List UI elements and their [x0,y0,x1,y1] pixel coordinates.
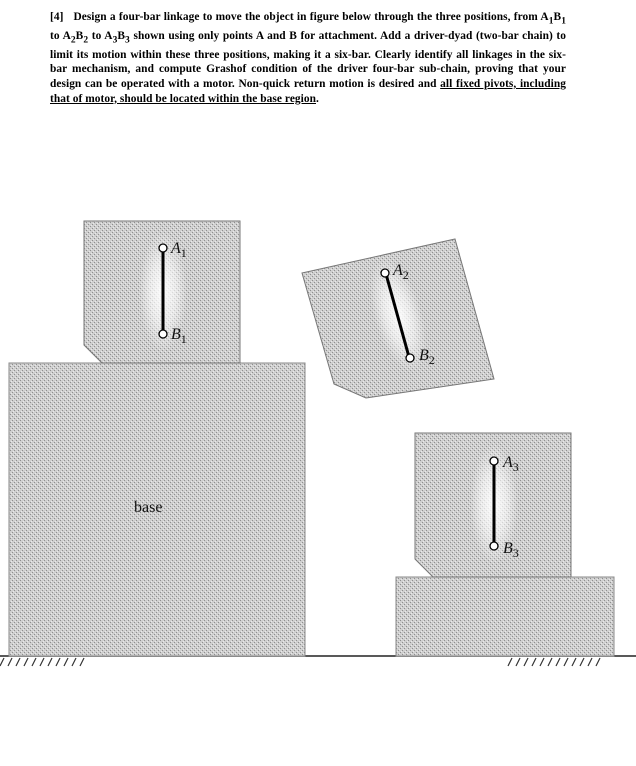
text-b3: B [117,29,126,42]
pivot-a3 [490,457,498,465]
sub-b1: 1 [561,16,566,27]
object-position-3 [415,433,571,577]
underlined-requirement: all fixed pivots, including that of motor, should be located within the base region [50,77,566,105]
pedestal-block [396,577,614,656]
sub-a1: 1 [548,16,554,27]
pivot-b2 [406,354,414,362]
ground-hatch-left [0,658,84,666]
text-b2: B [75,29,84,42]
sub-b3: 3 [125,35,130,46]
text-to-a2: to A [50,29,71,42]
label-b1: $B_1$ [171,326,187,346]
pivot-a1 [159,244,167,252]
object-position-2 [302,239,494,398]
label-a1: $A_1$ [171,240,187,260]
problem-text-2: shown using only points A and B for attachment. Add a driver-dyad (two-bar chain) to limit its motion within these three positions, making it a six-bar. Clearly identify all linkages in the six-bar mechanism, and compute Grashof condition of the driver four-bar sub-chain, proving that your design can be operated with a motor. Non-quick return motion is desired and [50,29,567,90]
text-b1: B [553,11,562,23]
problem-end: . [316,92,319,105]
sub-a2: 2 [70,35,76,46]
sub-a3: 3 [112,35,118,46]
problem-number: [4] [50,11,64,23]
ground-hatch-right [508,658,600,666]
problem-text-1: Design a four-bar linkage to move the object in figure below through the three positions, from A [73,11,549,23]
label-a2: $A_2$ [393,262,409,282]
pivot-b1 [159,330,167,338]
label-b2: $B_2$ [419,347,435,367]
label-b3: $B_3$ [503,540,519,560]
sub-b2: 2 [83,35,89,46]
base-label: base [134,499,163,516]
label-a3: $A_3$ [503,454,519,474]
text-to-a3: to A [88,29,113,42]
pivot-b3 [490,542,498,550]
object-position-1 [84,221,240,363]
pivot-a2 [381,269,389,277]
